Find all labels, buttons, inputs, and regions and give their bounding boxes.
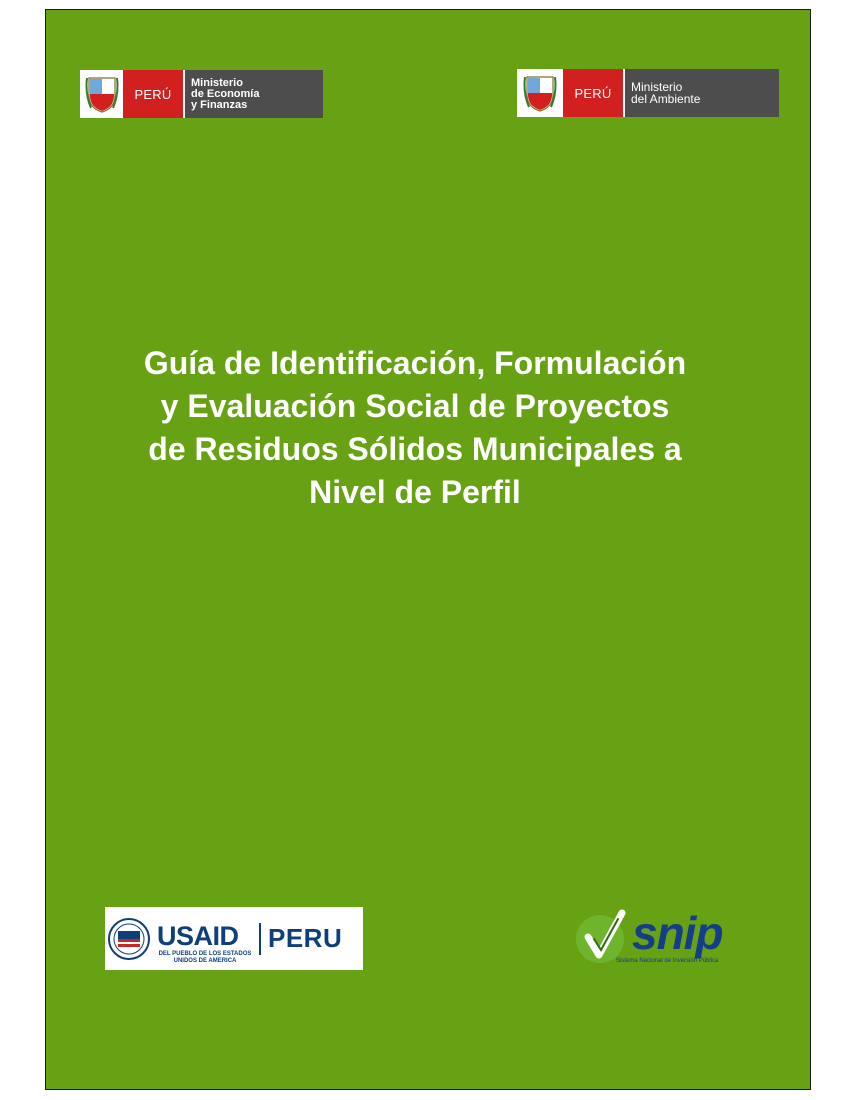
title-line: Nivel de Perfil [309, 474, 521, 510]
minam-ministry-line: Ministerio [631, 80, 683, 94]
title-line: de Residuos Sólidos Municipales a [148, 431, 682, 467]
title-line: y Evaluación Social de Proyectos [160, 388, 670, 424]
mef-logo [80, 70, 323, 118]
usaid-tagline: DEL PUEBLO DE LOS ESTADOS UNIDOS DE AMERICA [158, 951, 252, 964]
usaid-brand: USAID [157, 921, 239, 951]
usaid-country: PERU [268, 923, 343, 953]
minam-country-label: PERÚ [563, 69, 623, 117]
peru-coat-of-arms-icon [80, 70, 123, 118]
mef-ministry-name [183, 70, 323, 118]
snip-logo [574, 905, 774, 969]
snip-brand: snip [632, 907, 723, 959]
document-title [60, 342, 770, 514]
minam-ministry-line: del Ambiente [631, 92, 701, 106]
minam-logo [517, 69, 779, 117]
peru-coat-of-arms-icon [517, 69, 563, 117]
title-line: Guía de Identificación, Formulación [143, 345, 687, 381]
usaid-divider [259, 923, 261, 955]
snip-tagline: Sistema Nacional de Inversión Pública [616, 958, 719, 964]
mef-ministry-line: Ministerio [191, 76, 243, 89]
usaid-seal-icon [105, 907, 153, 970]
usaid-peru-logo [105, 907, 363, 970]
usaid-wordmark [153, 907, 253, 970]
minam-ministry-name [623, 69, 779, 117]
mef-ministry-line: de Economía [191, 87, 260, 100]
mef-ministry-line: y Finanzas [191, 98, 248, 111]
mef-country-label: PERÚ [123, 70, 183, 118]
